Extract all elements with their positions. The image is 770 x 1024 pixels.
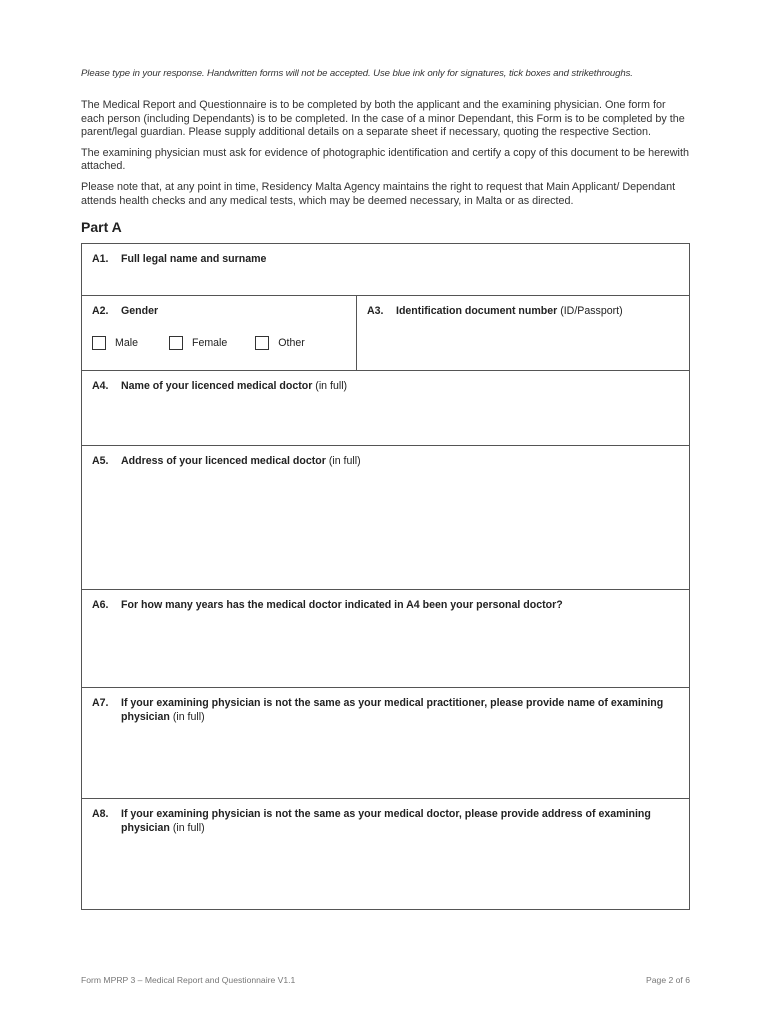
field-examining-physician-address[interactable] — [82, 799, 689, 835]
field-id-number[interactable] — [357, 296, 689, 370]
gender-option-female[interactable] — [169, 336, 227, 350]
question-note: (in full) — [169, 711, 205, 724]
question-note: (ID/Passport) — [557, 305, 623, 318]
option-label: Other — [278, 337, 305, 350]
question-label: Address of your licenced medical doctor — [121, 455, 326, 468]
row-a6[interactable] — [82, 590, 689, 688]
row-a8[interactable] — [82, 799, 689, 909]
field-full-name[interactable] — [82, 244, 689, 266]
agency-rights-paragraph: Please note that, at any point in time, Residency Malta Agency maintains the right to request that Main Applicant/ Dependant attends health checks and any medical tests, which may be deemed necessary, in Malta or as directed. — [81, 180, 676, 207]
row-a1[interactable] — [82, 244, 689, 296]
row-a4[interactable] — [82, 371, 689, 446]
field-years-with-doctor[interactable] — [82, 590, 689, 612]
field-examining-physician-name[interactable] — [82, 688, 689, 724]
question-label: If your examining physician is not the same as your medical practitioner, please provide name of examining physician — [121, 697, 664, 724]
row-a7[interactable] — [82, 688, 689, 799]
question-note: (in full) — [169, 822, 205, 835]
question-note: (in full) — [325, 455, 361, 468]
question-number: A7. — [92, 697, 109, 710]
question-label: Name of your licenced medical doctor — [121, 380, 313, 393]
question-number: A8. — [92, 808, 109, 821]
question-number: A6. — [92, 599, 109, 612]
question-label: For how many years has the medical doctor indicated in A4 been your personal doctor? — [121, 599, 563, 612]
field-doctor-name[interactable] — [82, 371, 689, 393]
gender-option-other[interactable] — [255, 336, 305, 350]
question-number: A2. — [92, 305, 109, 318]
question-number: A1. — [92, 253, 109, 266]
photo-id-paragraph: The examining physician must ask for evidence of photographic identification and certify a copy of this document to be herewith attached. — [81, 146, 689, 173]
question-note: (in full) — [312, 380, 348, 393]
option-label: Female — [191, 337, 228, 350]
checkbox-female[interactable] — [169, 336, 183, 350]
form-id: Form MPRP 3 – Medical Report and Questionnaire V1.1 — [81, 975, 296, 985]
field-gender — [82, 296, 357, 370]
gender-options — [92, 336, 346, 350]
part-a-form — [81, 243, 690, 910]
form-page — [81, 68, 690, 910]
instructions-text: Please type in your response. Handwritten forms will not be accepted. Use blue ink only for signatures, tick boxes and strikethroughs. — [81, 68, 633, 79]
page-footer — [81, 975, 690, 985]
checkbox-other[interactable] — [255, 336, 269, 350]
question-label: If your examining physician is not the same as your medical doctor, please provide address of examining physician — [121, 808, 651, 835]
question-label: Full legal name and surname — [121, 253, 267, 266]
checkbox-male[interactable] — [92, 336, 106, 350]
row-a2-a3 — [82, 296, 689, 371]
row-a5[interactable] — [82, 446, 689, 590]
question-number: A4. — [92, 380, 109, 393]
option-label: Male — [115, 337, 138, 350]
question-number: A5. — [92, 455, 109, 468]
field-doctor-address[interactable] — [82, 446, 689, 468]
intro-paragraph: The Medical Report and Questionnaire is to be completed by both the applicant and the examining physician. One form for each person (including Dependants) is to be completed. In the case of a minor Dependant, this Form is to be completed by the parent/legal guardian. Please supply additional details on a separate sheet if necessary, quoting the respective Section. — [81, 99, 685, 139]
question-label: Identification document number — [396, 305, 558, 318]
page-number: Page 2 of 6 — [646, 975, 690, 985]
question-number: A3. — [367, 305, 384, 318]
gender-option-male[interactable] — [92, 336, 138, 350]
question-label: Gender — [121, 305, 159, 318]
part-title: Part A — [81, 219, 122, 236]
